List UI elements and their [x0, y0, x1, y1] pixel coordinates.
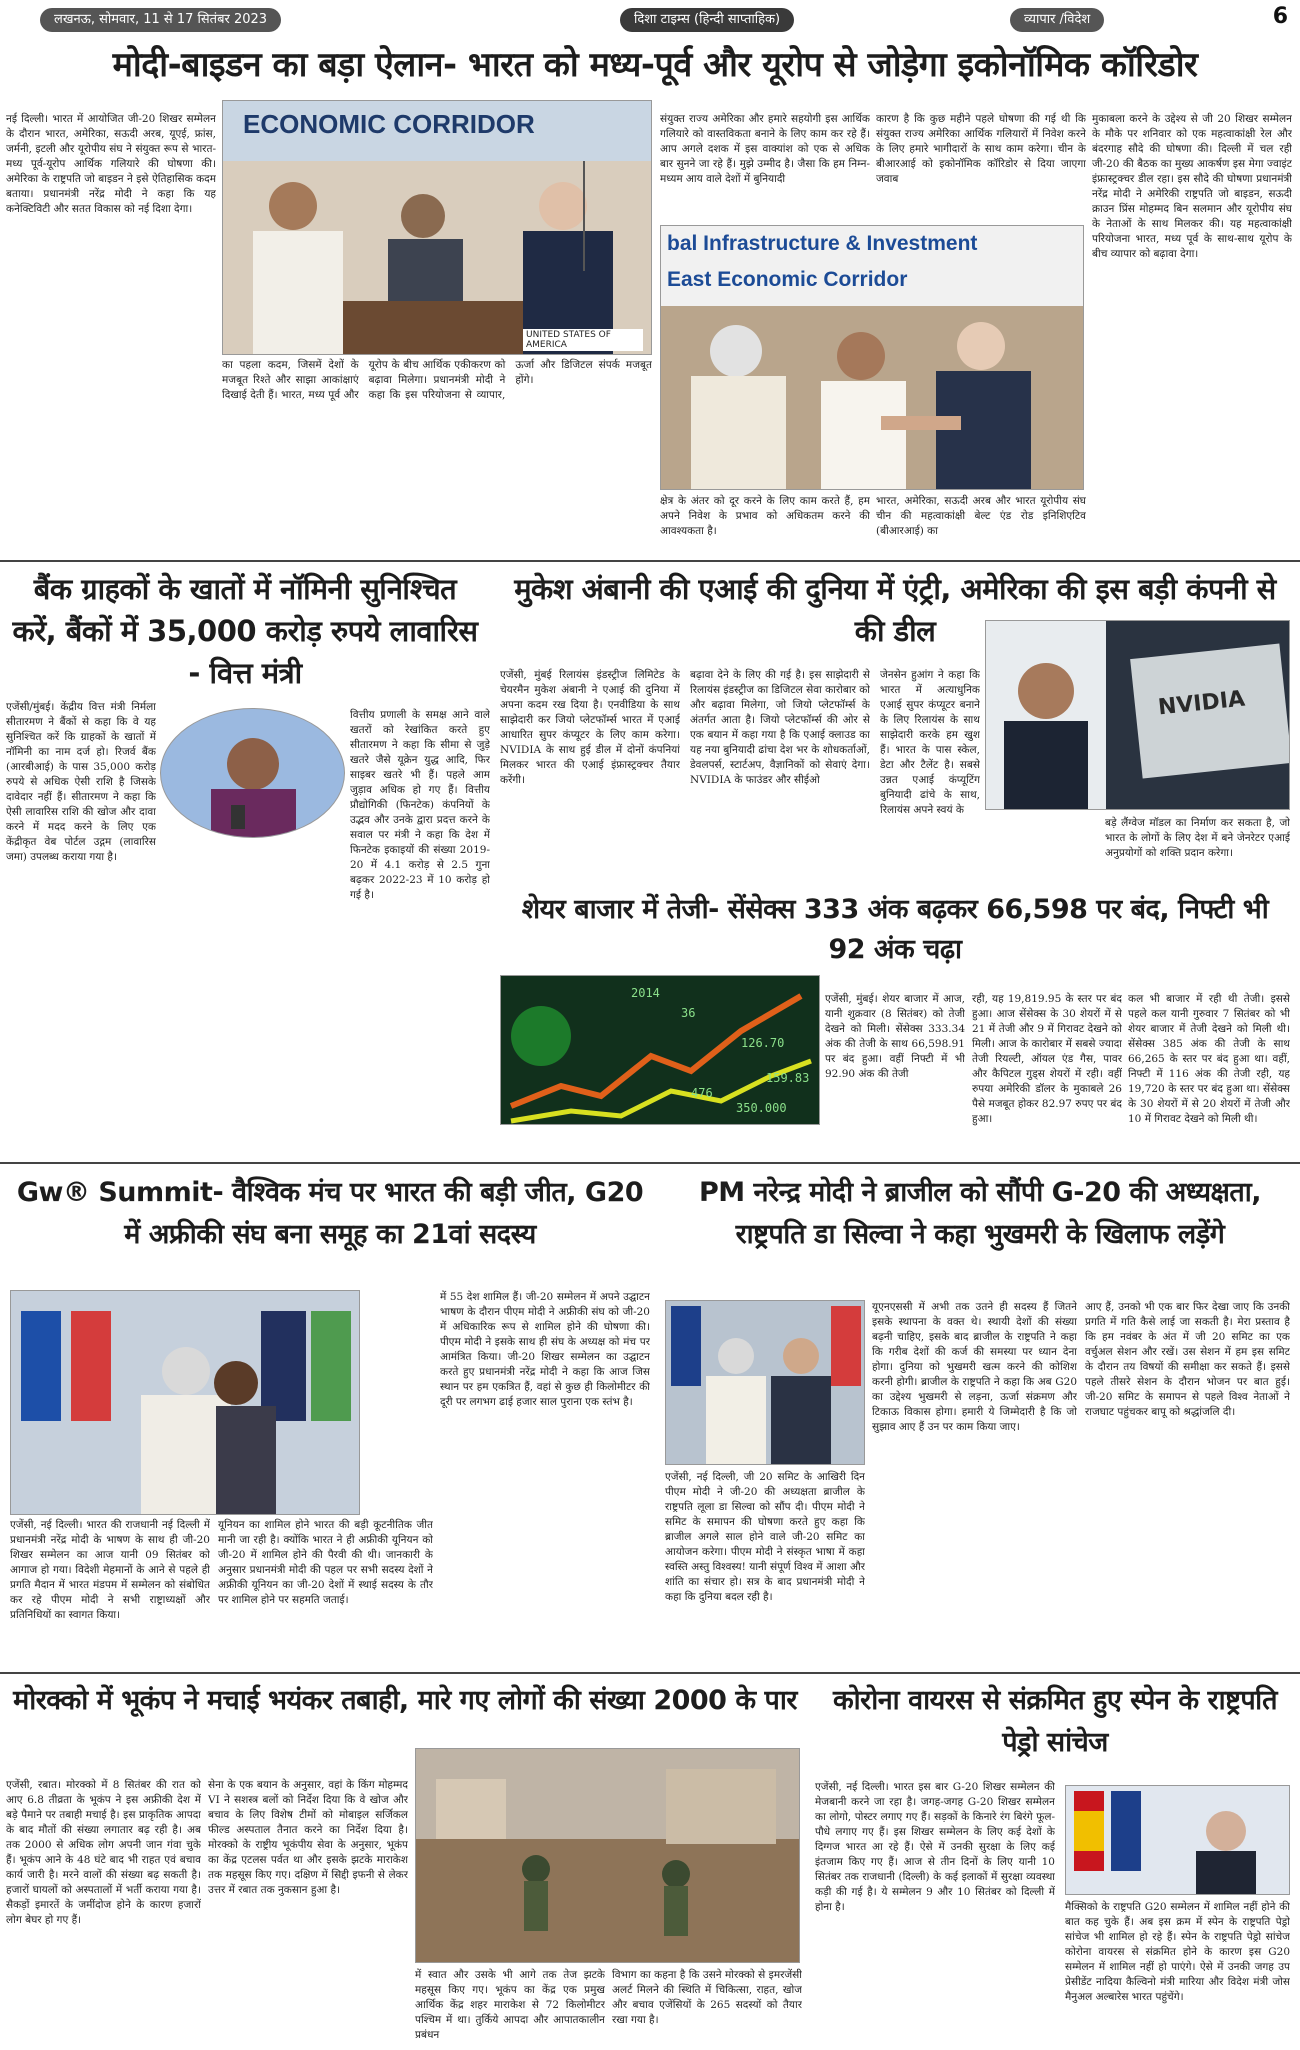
chart-label-3: 126.70 [741, 1036, 785, 1050]
article2-photo-minister [160, 708, 345, 838]
article7-photo-earthquake [415, 1748, 800, 1963]
page-number: 6 [1272, 4, 1288, 29]
divider [0, 1162, 1300, 1164]
article1-bottom-col4: भारत, अमेरिका, सऊदी अरब और भारत यूरोपीय संघ चीन की महत्वाकांक्षी बेल्ट एंड रोड इनिशिएटिव (बीआरआई) का [876, 495, 1086, 537]
article2-col1: एजेंसी/मुंबई। केंद्रीय वित्त मंत्री निर्मला सीतारमण ने बैंकों से कहा कि वे यह सुनिश्चित करें कि ग्राहकों के खातों में नॉमिनी का नाम दर्ज हो। रिजर्व बैंक (आरबीआई) के पास 35,000 करोड़ रुपये से अधिक ऐसी राशि है जिसके दावेदार नहीं हैं। सीतारमण ने कहा कि ऐसी लावारिस राशि की खोज और दावा करने में मदद करने के लिए एक केंद्रीकृत वेब पोर्टल उद्गम (लावारिस जमा) उपलब्ध कराया गया है। [6, 701, 156, 863]
article1-col3: संयुक्त राज्य अमेरिका और हमारे सहयोगी इस आर्थिक गलियारे को वास्तविकता बनाने के लिए काम कर रहे हैं। आप अगले दशक में इस वाक्यांश को एक से अधिक बार सुनने जा रहे हैं। मुझे उम्मीद है। जैसा कि हम निम्न-मध्यम आय वाले देशों में बुनियादी [660, 113, 870, 185]
article1-photo-handshake [660, 225, 1084, 490]
photo2-banner-bottom: East Economic Corridor [667, 268, 908, 291]
article5-col2: यूनियन का शामिल होने भारत की बड़ी कूटनीतिक जीत मानी जा रही है। क्योंकि भारत ने ही अफ्रीकी यूनियन को जी-20 में शामिल होने की पैरवी की थी। जानकारी के अनुसार प्रधानमंत्री मोदी की पहल पर सभी सदस्य देशों ने अफ्रीकी यूनियन का जी-20 देशों में स्थाई सदस्य के तौर पर शामिल होने पर सहमति जताई। [218, 1519, 433, 1606]
article7-headline: मोरक्को में भूकंप ने मचाई भयंकर तबाही, मारे गए लोगों की संख्या 2000 के पार [13, 1685, 797, 1716]
photo1-caption: ECONOMIC CORRIDOR [243, 109, 535, 139]
photo1-sign: UNITED STATES OF AMERICA [523, 329, 643, 351]
article7-col1: एजेंसी, रबात। मोरक्को में 8 सितंबर की रात को आए 6.8 तीव्रता के भूकंप ने इस अफ्रीकी देश में बड़े पैमाने पर तबाही मचाई है। इस प्राकृतिक आपदा के बाद मौतों की संख्या लगातार बढ़ रही है। अब तक 2000 से अधिक लोग अपनी जान गंवा चुके हैं। भूकंप आने के 48 घंटे बाद भी राहत एवं बचाव कार्य जारी है। मरने वालों की संख्या बढ़ सकती है। हजारों घायलों को अस्पतालों में भर्ती कराया गया है। सैकड़ों इमारतें के जमींदोज होने के कारण हजारों लोग बेघर हो गए हैं। [6, 1779, 201, 1926]
chart-label-4: 350.000 [736, 1101, 787, 1115]
article4-market-chart-image [500, 975, 820, 1125]
article5-col-narrow [370, 1290, 430, 1520]
article6-col2: यूएनएससी में अभी तक उतने ही सदस्य हैं जितने इसके स्थापना के वक्त थे। स्थायी देशों की संख्या बढ़नी चाहिए, इसके बाद ब्राजील के राष्ट्रपति ने कहा कि गरीब देशों की कर्ज की समस्या पर ध्यान देना होगा। दुनिया को भुखमरी खत्म करने की कोशिश करनी होगी। ब्राजील के राष्ट्रपति ने कहा कि अब G20 का उद्देश्य भुखमरी से लड़ना, ऊर्जा संक्रमण और टिकाऊ विकास होगा। हमारी ये जिम्मेदारी है कि जो सुझाव आए हैं उन पर काम किया जाए। [872, 1301, 1077, 1433]
masthead-bar [0, 4, 1300, 34]
photo2-banner-top: bal Infrastructure & Investment [667, 232, 978, 255]
divider [0, 560, 1300, 562]
article6-photo-brazil [665, 1300, 865, 1465]
article3-col4: बड़े लैंग्वेज मॉडल का निर्माण कर सकता है, जो भारत के लोगों के लिए देश में बने जेनरेटर एआई अनुप्रयोगों को शक्ति प्रदान करेगा। [1105, 817, 1290, 859]
article3-col1: एजेंसी, मुंबई रिलायंस इंडस्ट्रीज लिमिटेड के चेयरमैन मुकेश अंबानी ने एआई की दुनिया में अपना कदम रख दिया है। एनवीडिया के साथ साझेदारी कर जियो प्लेटफॉर्म्स भारत में एआई आधारित सुपर कंप्यूटर के लिए काम करेगा। NVIDIA के साथ हुई डील में दोनों कंपनियां मिलकर भारत की एआई इंफ्रास्ट्रक्चर तैयार करेंगी। [500, 669, 680, 786]
article1-col1: नई दिल्ली। भारत में आयोजित जी-20 शिखर सम्मेलन के दौरान भारत, अमेरिका, सऊदी अरब, यूएई, फ्रांस, जर्मनी, इटली और यूरोपीय संघ ने संयुक्त रूप से भारत-मध्य पूर्व-यूरोप आर्थिक गलियारे की घोषणा की। अमेरिका के राष्ट्रपति जो बाइडन ने इसे ऐतिहासिक कदम बताया। प्रधानमंत्री नरेंद्र मोदी ने कहा कि यह कनेक्टिविटी और सतत विकास को नई दिशा देगा। [6, 113, 216, 215]
article7-col3: में स्वात और उसके भी आगे तक तेज झटके महसूस किए गए। भूकंप का केंद्र एक प्रमुख आर्थिक केंद्र शहर माराकेश से 72 किलोमीटर पश्चिम में था। तुर्किये आपदा और आपातकालीन प्रबंधन [415, 1969, 605, 2041]
article6-col3: आए हैं, उनको भी एक बार फिर देखा जाए कि उनकी प्रगति में गति कैसे लाई जा सकती है। मेरा प्रस्ताव है कि हम नवंबर के अंत में जी 20 समिट का एक वर्चुअल सेशन और रखें। उस सेशन में हम इस समिट के दौरान तय विषयों की समीक्षा कर सकते हैं। इससे पहले तीसरे सेशन के दौरान भोजन पर बात हुई। जी-20 समिट के समापन से पहले विश्व नेताओं ने राजघाट पहुंचकर बापू को श्रद्धांजलि दी। [1085, 1301, 1290, 1418]
article2-headline: बैंक ग्राहकों के खातों में नॉमिनी सुनिश्चित करें, बैंकों में 35,000 करोड़ रुपये लावारिस - वित्त मंत्री [12, 572, 478, 690]
article1-col2: का पहला कदम, जिसमें देशों के मजबूत रिश्ते और साझा आकांक्षाएं दिखाई देती हैं। भारत, मध्य पूर्व और यूरोप के बीच आर्थिक एकीकरण को बढ़ावा मिलेगा। प्रधानमंत्री मोदी ने कहा कि इस परियोजना से व्यापार, ऊर्जा और डिजिटल संपर्क मजबूत होंगे। [222, 359, 652, 401]
article2-col2: वित्तीय प्रणाली के समक्ष आने वाले खतरों को रेखांकित करते हुए सीतारमण ने कहा कि सीमा से जुड़े खतरे जैसे यूक्रेन युद्ध आदि, फिर साइबर खतरे भी हैं। पहले आम जुड़ाव अधिक हो गए हैं। वित्तीय प्रौद्योगिकी (फिनटेक) कंपनियों के उद्भव और उनके द्वारा प्रदत्त करने के सवाल पर मंत्री ने कहा कि देश में फिनटेक इकाइयों की संख्या 2019-20 में 4.1 करोड़ से 2.5 गुना बढ़कर 2022-23 में 10 करोड़ हो गई है। [350, 709, 490, 901]
article3-col3: जेनसेन हुआंग ने कहा कि भारत में अत्याधुनिक एआई सुपर कंप्यूटर बनाने के लिए रिलायंस के साथ साझेदारी करके हम खुश हैं। भारत के पास स्केल, डेटा और टैलेंट है। सबसे उन्नत एआई कंप्यूटिंग बुनियादी ढांचे के साथ, रिलायंस अपने स्वयं के [880, 669, 980, 816]
article6-headline: PM नरेन्द्र मोदी ने ब्राजील को सौंपी G-20 की अध्यक्षता, राष्ट्रपति डा सिल्वा ने कहा भुखमरी के खिलाफ लड़ेंगे [698, 1177, 1262, 1250]
chart-label-6: 476 [691, 1086, 713, 1100]
article5-headline: Gw® Summit- वैश्विक मंच पर भारत की बड़ी जीत, G20 में अफ्रीकी संघ बना समूह का 21वां सदस्य [16, 1177, 644, 1250]
article5-col3: में 55 देश शामिल हैं। जी-20 सम्मेलन में अपने उद्घाटन भाषण के दौरान पीएम मोदी ने अफ्रीकी संघ को जी-20 में अधिकारिक रूप से शामिल होने की घोषणा की। पीएम मोदी ने इसके साथ ही संघ के अध्यक्ष को मंच पर आमंत्रित किया। जी-20 शिखर सम्मेलन का उद्घाटन करते हुए प्रधानमंत्री नरेंद्र मोदी ने कहा कि आज जिस स्थान पर हम एकत्रित हैं, वहां से कुछ ही किलोमीटर की दूरी पर लगभग ढाई हजार साल पुराना एक स्तंभ है। [440, 1291, 650, 1408]
article1-col4: कारण है कि कुछ महीने पहले घोषणा की गई थी कि संयुक्त राज्य अमेरिका आर्थिक गलियारों में निवेश करने के लिए हमारे भागीदारों के साथ काम करेगा। चीन के बीआरआई को इकोनॉमिक कॉरिडोर से दिया जाएगा जवाब [876, 113, 1086, 185]
article4-col1: एजेंसी, मुंबई। शेयर बाजार में आज, यानी शुक्रवार (8 सितंबर) को तेजी देखने को मिली। सेंसेक्स 333.34 अंक की तेजी के साथ 66,598.91 पर बंद हुआ। वहीं निफ्टी में भी 92.90 अंक की तेजी [825, 993, 965, 1080]
article5-col1: एजेंसी, नई दिल्ली। भारत की राजधानी नई दिल्ली में प्रधानमंत्री नरेंद्र मोदी के भाषण के साथ ही जी-20 शिखर सम्मेलन का आज यानी 09 सितंबर को आगाज हो गया। विदेशी मेहमानों के आने से पहले ही प्रगति मैदान में भारत मंडपम में सम्मेलन को संबोधित कर रहे पीएम मोदी ने सभी राष्ट्राध्यक्षों और प्रतिनिधियों का स्वागत किया। [10, 1519, 210, 1621]
article3-photo-nvidia [985, 620, 1290, 810]
date-line: लखनऊ, सोमवार, 11 से 17 सितंबर 2023 [40, 8, 281, 32]
chart-label-1: 2014 [631, 986, 660, 1000]
article6-col1: एजेंसी, नई दिल्ली, जी 20 समिट के आखिरी दिन पीएम मोदी ने जी-20 की अध्यक्षता ब्राजील के राष्ट्रपति लूला डा सिल्वा को सौंप दी। पीएम मोदी ने समिट के समापन की घोषणा करते हुए कहा कि ब्राजील अगले साल होने वाले जी-20 समिट का आयोजन करेगा। पीएम मोदी ने संस्कृत भाषा में कहा स्वस्ति अस्तु विश्वस्य! यानी संपूर्ण विश्व में आशा और शांति का संचार हो। सत्र के बाद प्रधानमंत्री मोदी ने कहा कि दुनिया बदल रही है। [665, 1471, 865, 1603]
article5-photo-summit [10, 1290, 360, 1515]
article4-headline: शेयर बाजार में तेजी- सेंसेक्स 333 अंक बढ़कर 66,598 पर बंद, निफ्टी भी 92 अंक चढ़ा [521, 894, 1269, 965]
divider [0, 1672, 1300, 1674]
article3-headline: मुकेश अंबानी की एआई की दुनिया में एंट्री, अमेरिका की इस बड़ी कंपनी से की डील [514, 572, 1276, 648]
article4-col2: रही, यह 19,819.95 के स्तर पर बंद हुआ। आज सेंसेक्स के 30 शेयरों में से 21 में तेजी और 9 में गिरावट देखने को मिली। आज के कारोबार में सबसे ज्यादा तेजी रियल्टी, ऑयल एंड गैस, पावर और कैपिटल गुड्स शेयरों में रही। वहीं रुपया अमेरिकी डॉलर के मुकाबले 26 पैसे मजबूत होकर 82.97 रुपए पर बंद हुआ। [972, 993, 1122, 1125]
article7-col2: सेना के एक बयान के अनुसार, वहां के किंग मोहम्मद VI ने सशस्त्र बलों को निर्देश दिया कि वे खोज और बचाव के लिए विशेष टीमों को मोबाइल सर्जिकल फील्ड अस्पताल तैनात करने का निर्देश दिया है। मोरक्को के राष्ट्रीय भूकंपीय सेवा के अनुसार, भूकंप का केंद्र एटलस पर्वत था और इसके झटके माराकेश तक महसूस किए गए। दक्षिण में सिद्दी इफनी से लेकर उत्तर में रबात तक नुकसान हुआ है। [208, 1779, 408, 1896]
chart-label-2: 36 [681, 1006, 696, 1020]
article1-bottom-col3: क्षेत्र के अंतर को दूर करने के लिए काम करते हैं, हम अपने निवेश के प्रभाव को अधिकतम करने की आवश्यकता है। [660, 495, 870, 537]
section-label: व्यापार /विदेश [1010, 8, 1104, 32]
nvidia-logo: NVIDIA [1156, 686, 1247, 721]
article8-photo-sanchez [1065, 1785, 1290, 1895]
chart-label-5: 159.83 [766, 1071, 810, 1085]
article4-col3: कल भी बाजार में रही थी तेजी। इससे पहले कल यानी गुरुवार 7 सितंबर को भी शेयर बाजार में तेजी देखने को मिली थी। सेंसेक्स 385 अंक की तेजी के साथ 66,265 के स्तर पर बंद हुआ था। वहीं, निफ्टी में 116 अंक की तेजी रही, यह 19,720 के स्तर पर बंद हुआ था। सेंसेक्स के 30 शेयरों में से 20 शेयरों में तेजी और 10 में गिरावट देखने को मिली थी। [1128, 993, 1290, 1125]
article8-col2: मैक्सिको के राष्ट्रपति G20 सम्मेलन में शामिल नहीं होने की बात कह चुके हैं। अब इस क्रम में स्पेन के राष्ट्रपति पेड्रो सांचेज भी शामिल हो रहे हैं। स्पेन के राष्ट्रपति पेड्रो सांचेज कोरोना वायरस से संक्रमित होने के कारण इस G20 सम्मेलन में शामिल नहीं हो पाएंगे। ऐसे में उनकी जगह उप प्रेसीडेंट नादिया कैल्विनो मंत्री मारिया और विदेश मंत्री जोस मैनुअल अल्बारेस भारत पहुंचेंगे। [1065, 1901, 1290, 2003]
article1-photo-leaders [222, 100, 652, 355]
paper-name: दिशा टाइम्स (हिन्दी साप्ताहिक) [620, 8, 794, 32]
article1-col5: मुकाबला करने के उद्देश्य से जी 20 शिखर सम्मेलन के मौके पर शनिवार को एक महत्वाकांक्षी रेल और बंदरगाह सौदे की घोषणा की। दिल्ली में चल रही जी-20 की बैठक का मुख्य आकर्षण इस मेगा ज्वाइंट इंफ्रास्ट्रक्चर डील रहा। इस सौदे की घोषणा प्रधानमंत्री नरेंद्र मोदी ने अमेरिकी राष्ट्रपति जो बाइडन, सऊदी क्राउन प्रिंस मोहम्मद बिन सलमान और यूरोपीय संघ के नेताओं के साथ मिलकर की। यह महत्वाकांक्षी परियोजना भारत, मध्य पूर्व के साथ-साथ यूरोप के बीच व्यापार को बढ़ावा देगा। [1092, 113, 1292, 260]
article8-col1: एजेंसी, नई दिल्ली। भारत इस बार G-20 शिखर सम्मेलन की मेजबानी करने जा रहा है। जगह-जगह G-20 शिखर सम्मेलन का लोगो, पोस्टर लगाए गए हैं। सड़कों के किनारे रंग बिरंगे फूल-पौधे लगाए गए हैं। इस शिखर सम्मेलन के लिए कई देशों के दिग्गज भारत आ रहे हैं। ऐसे में उनकी सुरक्षा के लिए कई इंतजाम किए गए हैं। आज से तीन दिनों के लिए यानी 10 सितंबर तक राजधानी (दिल्ली) के कई इलाकों में सुरक्षा व्यवस्था कड़ी की गई है। ये सम्मेलन 9 और 10 सितंबर को दिल्ली में होना है। [815, 1781, 1055, 1913]
article7-col4: विभाग का कहना है कि उसने मोरक्को से इमरजेंसी अलर्ट मिलने की स्थिति में चिकित्सा, राहत, खोज और बचाव एजेंसियों के 265 सदस्यों को तैयार रखा गया है। [612, 1969, 802, 2026]
article3-col2: बढ़ावा देने के लिए की गई है। इस साझेदारी से रिलायंस इंडस्ट्रीज का डिजिटल सेवा कारोबार को और बढ़ावा मिलेगा, जो जियो प्लेटफॉर्म्स के अंतर्गत आता है। जियो प्लेटफॉर्म्स की ओर से एक बयान में कहा गया है कि एआई क्लाउड का यह नया बुनियादी ढांचा देश भर के शोधकर्ताओं, डेवलपर्स, स्टार्टअप, वैज्ञानिकों को सेवाएं देगा। NVIDIA के फाउंडर और सीईओ [690, 669, 870, 786]
article8-headline: कोरोना वायरस से संक्रमित हुए स्पेन के राष्ट्रपति पेड्रो सांचेज [832, 1685, 1278, 1758]
article1-headline: मोदी-बाइडन का बड़ा ऐलान- भारत को मध्य-पूर्व और यूरोप से जोड़ेगा इकोनॉमिक कॉरिडोर [112, 45, 1198, 85]
